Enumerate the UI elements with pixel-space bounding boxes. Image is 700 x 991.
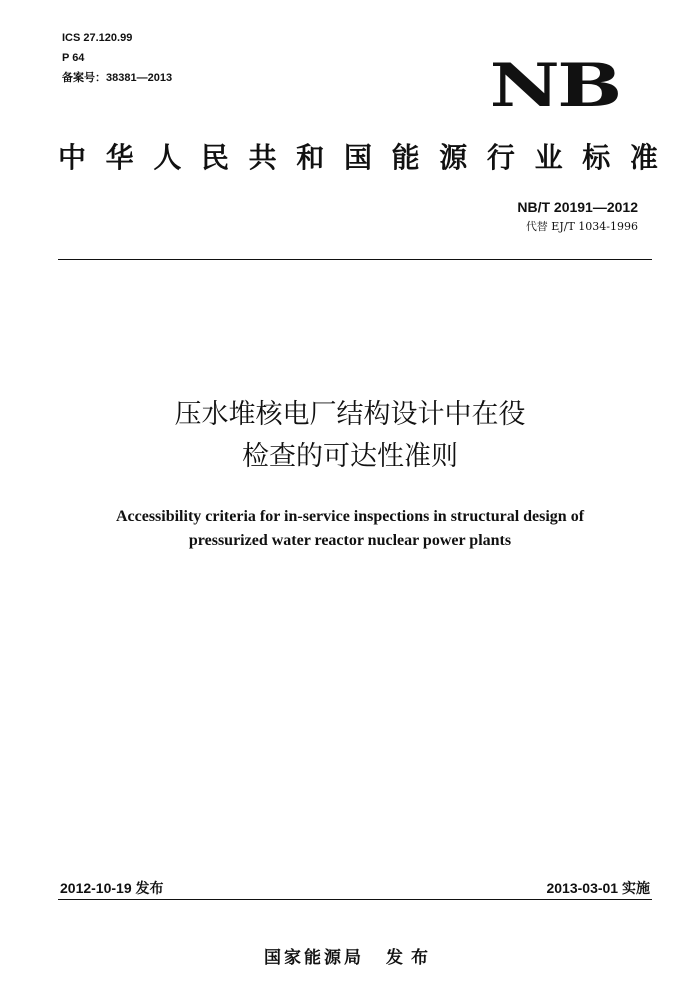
top-divider <box>58 259 652 260</box>
issuing-authority: 国家能源局 <box>264 948 364 968</box>
bottom-divider <box>58 899 652 900</box>
implementation-date: 2013-03-01 实施 <box>546 880 650 896</box>
banner-char: 国 <box>343 141 372 174</box>
industry-standard-banner <box>58 141 658 175</box>
ics-code: ICS 27.120.99 <box>62 32 133 44</box>
publish-label: 发布 <box>386 948 436 968</box>
record-number: 备案号：38381—2013 <box>62 72 173 84</box>
banner-char: 源 <box>439 141 468 174</box>
banner-char: 人 <box>153 141 182 174</box>
standard-number: NB/T 20191—2012 <box>517 199 638 215</box>
banner-char: 行 <box>486 141 515 174</box>
issuer-line <box>0 947 700 969</box>
issue-date: 2012-10-19 发布 <box>60 880 164 896</box>
banner-char: 民 <box>200 141 229 174</box>
banner-char: 能 <box>391 141 420 174</box>
banner-char: 标 <box>582 141 611 174</box>
banner-char: 共 <box>248 141 277 174</box>
english-title-line-2: pressurized water reactor nuclear power plants <box>188 532 512 549</box>
banner-char: 业 <box>534 141 563 174</box>
banner-char: 和 <box>296 141 325 174</box>
chinese-title-line-1: 压水堆核电厂结构设计中在役 <box>174 399 526 430</box>
chinese-title-line-2: 检查的可达性准则 <box>242 441 458 472</box>
banner-char: 中 <box>58 141 87 174</box>
banner-char: 华 <box>105 141 134 174</box>
classification-code: P 64 <box>62 52 85 64</box>
english-title-line-1: Accessibility criteria for in-service inspections in structural design of <box>115 508 585 525</box>
nb-logo: NB <box>490 51 620 121</box>
banner-char: 准 <box>629 141 658 174</box>
replaces-standard: 代替 EJ/T 1034-1996 <box>525 220 638 233</box>
